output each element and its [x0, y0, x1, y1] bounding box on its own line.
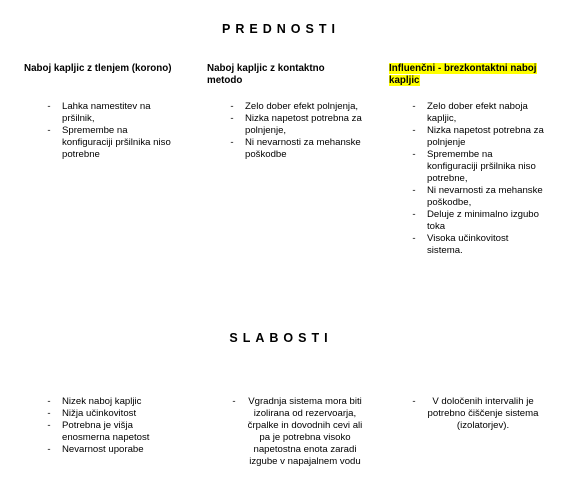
dash-bullet: - — [47, 125, 51, 136]
dash-bullet: - — [230, 137, 234, 148]
list-item: - Spremembe na konfiguraciji pršilnika niso potrebne — [62, 125, 180, 161]
dash-bullet: - — [412, 185, 416, 196]
list-item: - Nižja učinkovitost — [62, 408, 182, 420]
list-item: - Nevarnost uporabe — [62, 444, 182, 456]
list-item: - V določenih intervalih je potrebno čiščenje sistema (izolatorjev). — [427, 396, 539, 432]
dash-bullet: - — [412, 233, 416, 244]
list-item: - Lahka namestitev na pršilnik, — [62, 101, 180, 125]
dash-bullet: - — [47, 396, 51, 407]
dash-bullet: - — [412, 396, 416, 407]
disadvantages-column-contact — [232, 396, 367, 468]
dash-bullet: - — [232, 396, 236, 407]
list-item: - Potrebna je višja enosmerna napetost — [62, 420, 182, 444]
section-title-slabosti: SLABOSTI — [229, 331, 333, 345]
list-item: - Ni nevarnosti za mehanske poškodbe — [245, 137, 363, 161]
list-item: - Vgradnja sistema mora biti izolirana od rezervoarja, črpalke in dovodnih cevi ali pa je potrebna visoko napetostna enota zaradi izgube v napajalnem vodu — [243, 396, 367, 468]
list-item: - Zelo dober efekt polnjenja, — [245, 101, 363, 113]
list-item: - Zelo dober efekt naboja kapljic, — [427, 101, 545, 125]
section-title-prednosti: PREDNOSTI — [222, 22, 340, 36]
dash-bullet: - — [412, 125, 416, 136]
advantages-column-contact — [207, 63, 362, 160]
dash-bullet: - — [412, 209, 416, 220]
dash-bullet: - — [47, 420, 51, 431]
list-item: - Spremembe na konfiguraciji pršilnika niso potrebne, — [427, 149, 545, 185]
dash-bullet: - — [47, 101, 51, 112]
column-heading-highlighted — [389, 63, 539, 86]
disadvantages-column-corona — [47, 396, 182, 456]
column-heading: Naboj kapljic z tlenjem (korono) — [24, 63, 172, 74]
dash-bullet: - — [230, 113, 234, 124]
dash-bullet: - — [230, 101, 234, 112]
list-item: - Visoka učinkovitost sistema. — [427, 233, 545, 257]
dash-bullet: - — [47, 408, 51, 419]
list-item: - Nizka napetost potrebna za polnjenje — [427, 125, 545, 149]
advantages-column-corona — [24, 63, 174, 160]
dash-bullet: - — [47, 444, 51, 455]
highlighted-heading-text: Influenčni - brezkontaktni naboj kapljic — [389, 63, 537, 86]
list-item: - Nizek naboj kapljic — [62, 396, 182, 408]
list-item: - Deluje z minimalno izgubo toka — [427, 209, 545, 233]
list-item: - Ni nevarnosti za mehanske poškodbe, — [427, 185, 545, 209]
dash-bullet: - — [412, 101, 416, 112]
column-heading: Naboj kapljic z kontaktno metodo — [207, 63, 325, 86]
dash-bullet: - — [412, 149, 416, 160]
advantages-column-influence — [389, 63, 544, 256]
disadvantages-column-influence — [412, 396, 539, 432]
list-item: - Nizka napetost potrebna za polnjenje, — [245, 113, 363, 137]
